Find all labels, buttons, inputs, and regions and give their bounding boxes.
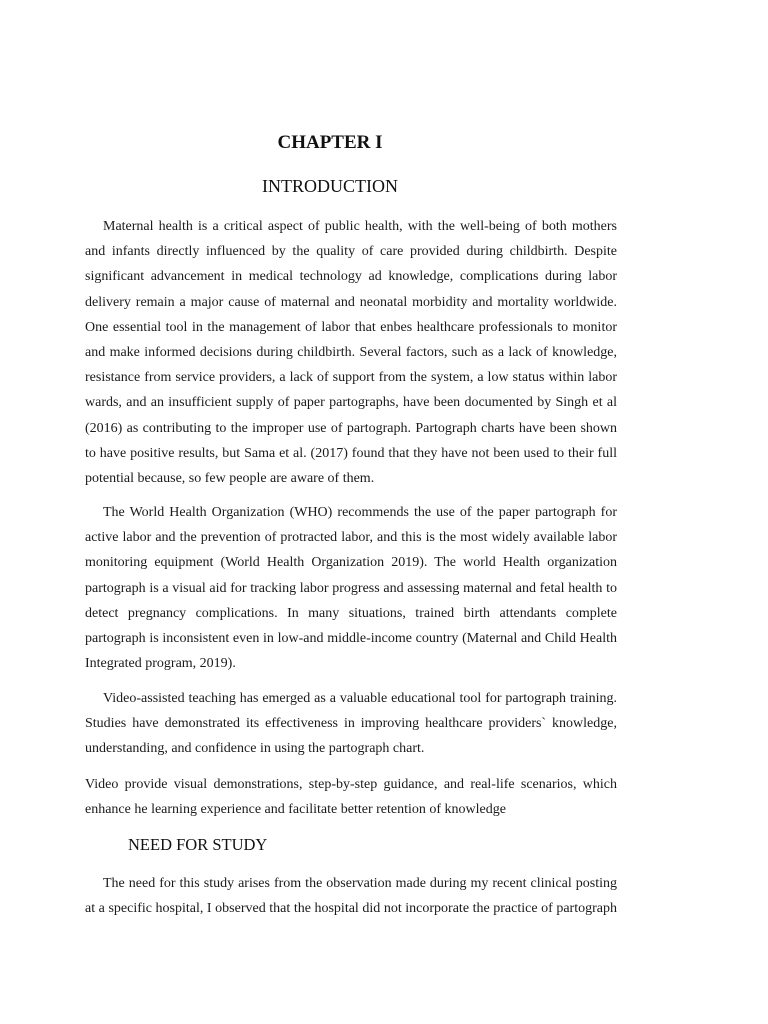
paragraph-video-benefits: Video provide visual demonstrations, step-by-step guidance, and real-life scenarios, which enhance he learning experience and facilitate better retention of knowledge (85, 777, 617, 818)
paragraph-need-for-study: The need for this study arises from the observation made during my recent clinical posting at a specific hospital, I observed that the hospital did not incorporate the practice of partograph (85, 876, 617, 917)
paragraph-who-partograph: The World Health Organization (WHO) recommends the use of the paper partograph for active labor and the prevention of protracted labor, and this is the most widely available labor monitoring equipment (World Health Organization 2019). The world Health organization partograph is a visual aid for tracking labor progress and assessing maternal and fetal health to detect pregnancy complications. In many situations, trained birth attendants complete partograph is inconsistent even in low-and middle-income country (Maternal and Child Health Integrated program, 2019). (85, 505, 617, 672)
paragraph-video-assisted-teaching: Video-assisted teaching has emerged as a valuable educational tool for partograph training. Studies have demonstrated its effectiveness in improving healthcare providers` knowledge, understanding, and confidence in using the partograph chart. (85, 691, 617, 757)
section-heading-need-for-study: NEED FOR STUDY (128, 835, 268, 854)
paragraph-maternal-health: Maternal health is a critical aspect of public health, with the well-being of both mothers and infants directly influenced by the quality of care provided during childbirth. Despite significant advancement in medical technology ad knowledge, complications during labor delivery remain a major cause of maternal and neonatal morbidity and mortality worldwide. One essential tool in the management of labor that enbes healthcare professionals to monitor and make informed decisions during childbirth. Several factors, such as a lack of knowledge, resistance from service providers, a lack of support from the system, a low status within labor wards, and an insufficient supply of paper partographs, have been documented by Singh et al (2016) as contributing to the improper use of partograph. Partograph charts have been shown to have positive results, but Sama et al. (2017) found that they have not been used to their full potential because, so few people are aware of them. (85, 219, 617, 487)
chapter-title: CHAPTER I (277, 132, 383, 153)
section-heading-introduction: INTRODUCTION (262, 176, 398, 196)
